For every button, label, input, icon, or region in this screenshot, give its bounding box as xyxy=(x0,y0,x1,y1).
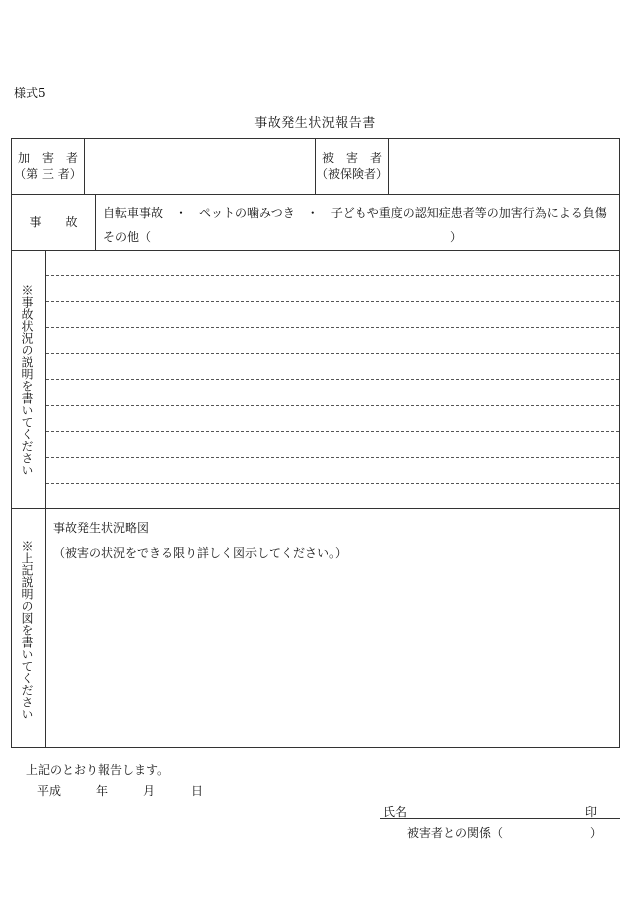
victim-subtitle: （被保険者） xyxy=(316,167,389,181)
relation-field[interactable] xyxy=(500,822,585,838)
perpetrator-subtitle: （第 三 者） xyxy=(14,167,82,181)
name-underline xyxy=(380,818,620,819)
diagram-drawing-area[interactable] xyxy=(47,565,618,745)
accident-other-suffix: ） xyxy=(450,230,463,244)
diagram-instruction: （被害の状況をできる限り詳しく図示してください。） xyxy=(53,546,348,560)
seal-label: 印 xyxy=(585,805,598,819)
relation-suffix: ） xyxy=(590,826,603,840)
perpetrator-label xyxy=(12,150,84,182)
victim-field[interactable] xyxy=(390,140,618,193)
diagram-label: ※上記説明の図を書いてください xyxy=(20,540,34,720)
name-label: 氏名 xyxy=(383,805,408,819)
accident-label: 事 故 xyxy=(29,215,78,229)
relation-prefix: 被害者との関係（ xyxy=(407,826,504,840)
victim-label xyxy=(316,150,388,182)
date-era: 平成 xyxy=(37,784,62,798)
victim-title: 被 害 者 xyxy=(321,151,382,165)
accident-other-field[interactable] xyxy=(150,226,450,244)
accident-type-options[interactable]: 自転車事故 ・ ペットの噛みつき ・ 子どもや重度の認知症患者等の加害行為による負傷 xyxy=(103,206,607,220)
explanation-label: ※事故状況の説明を書いてください xyxy=(20,284,34,476)
name-field[interactable] xyxy=(410,802,580,817)
date-month-unit: 月 xyxy=(143,784,156,798)
form-number: 様式5 xyxy=(14,86,46,100)
date-year-unit: 年 xyxy=(96,784,109,798)
accident-other-prefix: その他（ xyxy=(103,230,152,244)
diagram-heading: 事故発生状況略図 xyxy=(53,521,150,535)
document-title: 事故発生状況報告書 xyxy=(254,116,376,131)
perpetrator-title: 加 害 者 xyxy=(17,151,78,165)
report-statement: 上記のとおり報告します。 xyxy=(26,763,170,777)
perpetrator-field[interactable] xyxy=(86,140,314,193)
date-day-unit: 日 xyxy=(191,784,204,798)
